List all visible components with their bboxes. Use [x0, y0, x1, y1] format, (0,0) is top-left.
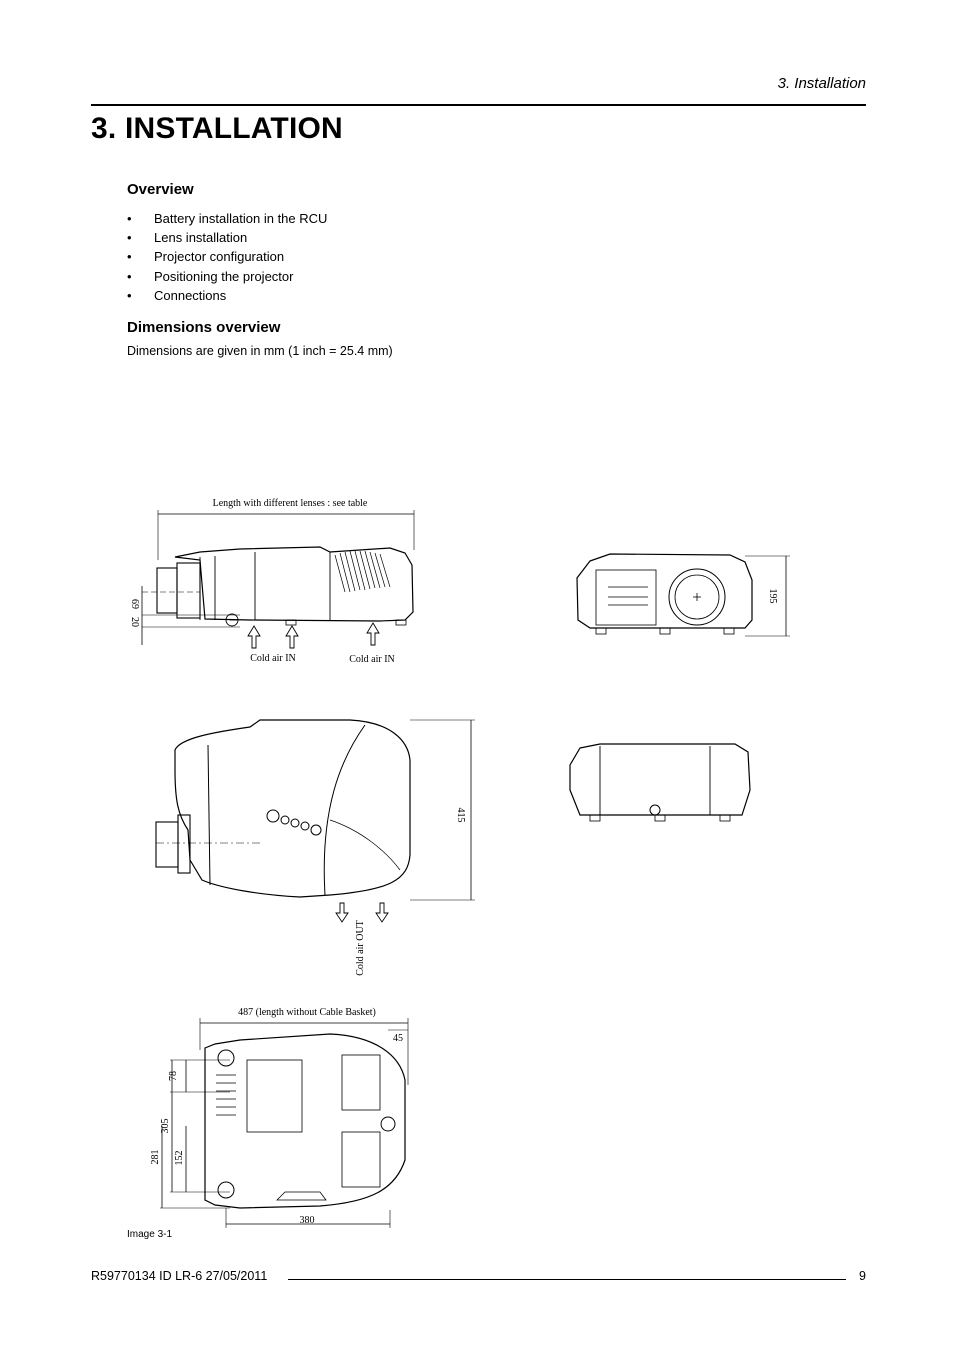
bullet-glyph: • [127, 268, 132, 284]
chapter-title: 3. INSTALLATION [91, 112, 343, 145]
bullet-glyph: • [127, 230, 132, 246]
dim-415-label: 415 [455, 807, 466, 823]
bottom-length-label: 487 (length without Cable Basket) [238, 1007, 376, 1018]
bottom-view-drawing [150, 1007, 408, 1228]
air-in-label-2: Cold air IN [349, 654, 395, 665]
overview-heading: Overview [127, 181, 194, 198]
bullet-glyph: • [127, 287, 132, 303]
dim-305-label: 305 [160, 1118, 171, 1134]
list-item-text: Positioning the projector [154, 268, 294, 284]
dim-20-label: 20 [129, 617, 140, 627]
list-item-text: Lens installation [154, 230, 248, 246]
dimensions-heading: Dimensions overview [127, 319, 281, 336]
bullet-glyph: • [127, 211, 132, 226]
air-out-label: Cold air OUT [355, 920, 366, 976]
page-number: 9 [859, 1269, 866, 1283]
list-item-text: Connections [154, 287, 227, 303]
front-view-drawing [577, 554, 790, 636]
dim-195-label: 195 [767, 588, 778, 604]
figure-caption: Image 3-1 [127, 1229, 173, 1240]
running-header: 3. Installation [777, 75, 866, 92]
list-item-text: Battery installation in the RCU [154, 211, 328, 226]
bullet-glyph: • [127, 249, 132, 265]
top-view-drawing [156, 720, 475, 976]
rear-view-drawing [570, 744, 750, 821]
dim-45-label: 45 [393, 1033, 403, 1044]
dim-78-label: 78 [168, 1071, 179, 1081]
side-view-drawing [129, 498, 414, 665]
footer-doc-id: R59770134 ID LR-6 27/05/2011 [91, 1269, 268, 1283]
dim-281-label: 281 [150, 1149, 161, 1165]
side-length-label: Length with different lenses : see table [212, 498, 368, 509]
footer-rule [288, 1279, 846, 1280]
dim-380-label: 380 [299, 1215, 315, 1226]
dim-69-label: 69 [129, 599, 140, 609]
dim-152-label: 152 [174, 1150, 185, 1166]
dimensions-intro: Dimensions are given in mm (1 inch = 25.4 mm) [127, 344, 393, 358]
list-item-text: Projector configuration [154, 249, 285, 265]
air-in-label-1: Cold air IN [250, 653, 296, 664]
